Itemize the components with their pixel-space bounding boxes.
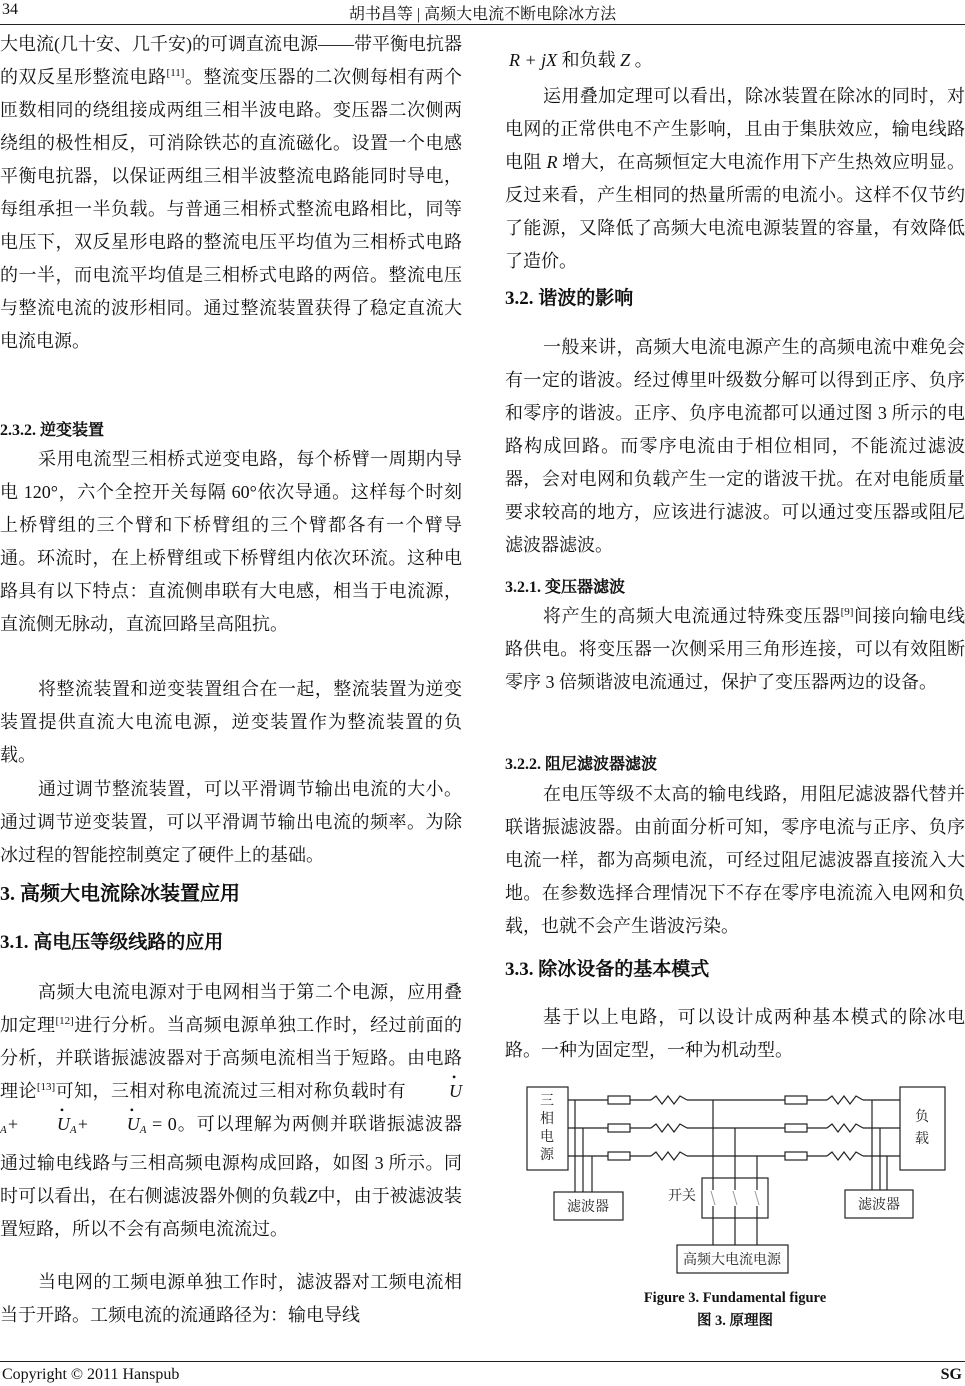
citation: [11] [166,67,185,79]
text: 进行分析。当高频电源单独工作时，经过前面的分析，并联谐振滤波器对于高频电流相当于短路。由电路理论 [0,1015,463,1101]
equation: • $U_A+•$ $U_A+•$ $U_A = 0$ [0,1081,462,1134]
paragraph [505,44,965,77]
source-label-4: 源 [540,1148,554,1163]
paragraph: 基于以上电路，可以设计成两种基本模式的除冰电路。一种为固定型，一种为机动型。 [505,1007,965,1060]
text: 。 [630,50,653,70]
footer-rule [0,1361,965,1362]
math-symbol: Z [307,1186,318,1206]
text: 。整流变压器的二次侧每相有两个匝数相同的绕组接成两组三相半波电路。变压器二次侧两绕组的极性相反，可消除铁芯的直流磁化。设置一个电感平衡电抗器，以保证两组三相半波整流电路能同时导电，每组承担一半负载。与普通三相桥式整流电路相比，同等电压下，双反星形电路的整流电压平均值为三相桥式电路的一半，而电流平均值是三相桥式电路的两倍。整流电压与整流电流的波形相同。通过整流装置获得了稳定直流大电流电源。 [0,67,463,351]
paragraph: 将整流装置和逆变装置组合在一起，整流装置为逆变装置提供直流大电流电源，逆变装置作为整流装置的负载。 [0,679,462,765]
section-heading-2-3-2: 2.3.2. 逆变装置 [0,422,105,439]
section-heading-3-2-1: 3.2.1. 变压器滤波 [505,579,626,596]
text: 中，由于被滤波装置短路，所以不会有高频电流流过。 [0,1186,463,1239]
text: 运用叠加定理可以看出，除冰装置在除冰的同时，对电网的正常供电不产生影响，且由于集肤效应，输电线路电阻 [505,86,965,172]
page-number: 34 [2,1,18,18]
header-rule [0,24,965,25]
load-box [900,1087,945,1170]
section-heading-3: 3. 高频大电流除冰装置应用 [0,883,240,905]
switch-label: 开关 [668,1189,696,1204]
math-expression: R + jX [509,50,558,70]
math-subscript: A [0,1124,7,1136]
text: 高频大电流电源对于电网相当于第二个电源，应用叠加定理 [0,982,462,1035]
paragraph [0,28,462,358]
math-symbol: • U [411,1075,462,1108]
hf-source-label: 高频大电流电源 [683,1253,781,1268]
text: 可知，三相对称电流流过三相对称负载时有 [55,1081,407,1101]
math-symbol: R [546,152,558,172]
citation: [12] [55,1015,74,1027]
text: 增大，在高频恒定大电流作用下产生热效应明显。反过来看，产生相同的热量所需的电流小。这样不仅节约了能源，又降低了高频大电流电源装置的容量，有效降低了造价。 [505,152,965,271]
circuit-diagram [515,1083,965,1283]
right-filter-label: 滤波器 [858,1198,900,1213]
left-filter-label: 滤波器 [567,1200,609,1215]
text: 间接向输电线路供电。将变压器一次侧采用三角形连接，可以有效阻断零序 3 倍频谐波电流通过，保护了变压器两边的设备。 [505,606,965,692]
citation: [13] [36,1081,56,1093]
source-label-1: 三 [540,1094,554,1109]
load-label-2: 载 [915,1132,929,1147]
paragraph [505,600,965,699]
math-subscript: A [139,1124,147,1136]
source-label-2: 相 [540,1112,554,1127]
math-symbol: • U [19,1108,70,1141]
paragraph: 通过调节整流装置，可以平滑调节输出电流的大小。通过调节逆变装置，可以平滑调节输出电流的频率。为除冰过程的智能控制奠定了硬件上的基础。 [0,779,462,865]
text: 将产生的高频大电流通过特殊变压器 [543,606,841,626]
math-symbol: • U [89,1108,140,1141]
section-heading-3-2-2: 3.2.2. 阻尼滤波器滤波 [505,756,658,773]
paragraph [0,976,462,1246]
text: 大电流(几十安、几千安)的可调直流电源——带平衡电抗器的双反星形整流电路 [0,34,462,87]
paragraph: 在电压等级不太高的输电线路，用阻尼滤波器代替并联谐振滤波器。由前面分析可知，零序电流与正序、负序电流一样，都为高频电流，可经过阻尼滤波器直接流入大地。在参数选择合理情况下不存在零序电流流入电网和负载，也就不会产生谐波污染。 [505,784,965,936]
paragraph: 采用电流型三相桥式逆变电路，每个桥臂一周期内导电 120°，六个全控开关每隔 60°依次导通。这样每个时刻上桥臂组的三个臂和下桥臂组的三个臂都各有一个臂导通。环流时，在上桥臂组或下桥臂组内依次环流。这种电路具有以下特点：直流侧串联有大电感，相当于电流源，直流侧无脉动，直流回路呈高阻抗。 [0,449,462,634]
math-subscript: A [69,1124,77,1136]
figure-caption-en: Figure 3. Fundamental figure [643,1290,827,1306]
page-header [0,0,965,22]
section-heading-3-3: 3.3. 除冰设备的基本模式 [505,959,710,980]
section-heading-3-1: 3.1. 高电压等级线路的应用 [0,932,224,953]
running-title: 胡书昌等 | 高频大电流不断电除冰方法 [348,6,617,23]
source-label-3: 电 [540,1130,554,1145]
paragraph: 当电网的工频电源单独工作时，滤波器对工频电流相当于开路。工频电流的流通路径为：输电导线 [0,1272,462,1325]
paragraph [505,80,965,278]
math-eq: = 0 [152,1114,177,1134]
section-heading-3-2: 3.2. 谐波的影响 [505,288,634,309]
citation: [9] [840,606,854,618]
copyright: Copyright © 2011 Hanspub [2,1366,180,1383]
paragraph: 一般来讲，高频大电流电源产生的高频电流中难免会有一定的谐波。经过傅里叶级数分解可以得到正序、负序和零序的谐波。正序、负序电流都可以通过图 3 所示的电路构成回路。而零序电流由于相位相同，不能流过滤波器，会对电网和负载产生一定的谐波干扰。在对电能质量要求较高的地方，应该进行滤波。可以通过变压器或阻尼滤波器滤波。 [505,337,965,555]
text: 和负载 [557,50,621,70]
figure-caption-cn: 图 3. 原理图 [696,1313,774,1329]
math-symbol: Z [620,50,631,70]
text: 。可以理解为两侧并联谐振滤波器通过输电线路与三相高频电源构成回路，如图 3 所示。同时可以看出，在右侧滤波器外侧的负载 [0,1114,463,1206]
load-label-1: 负 [915,1110,929,1125]
journal-abbrev: SG [940,1366,962,1383]
